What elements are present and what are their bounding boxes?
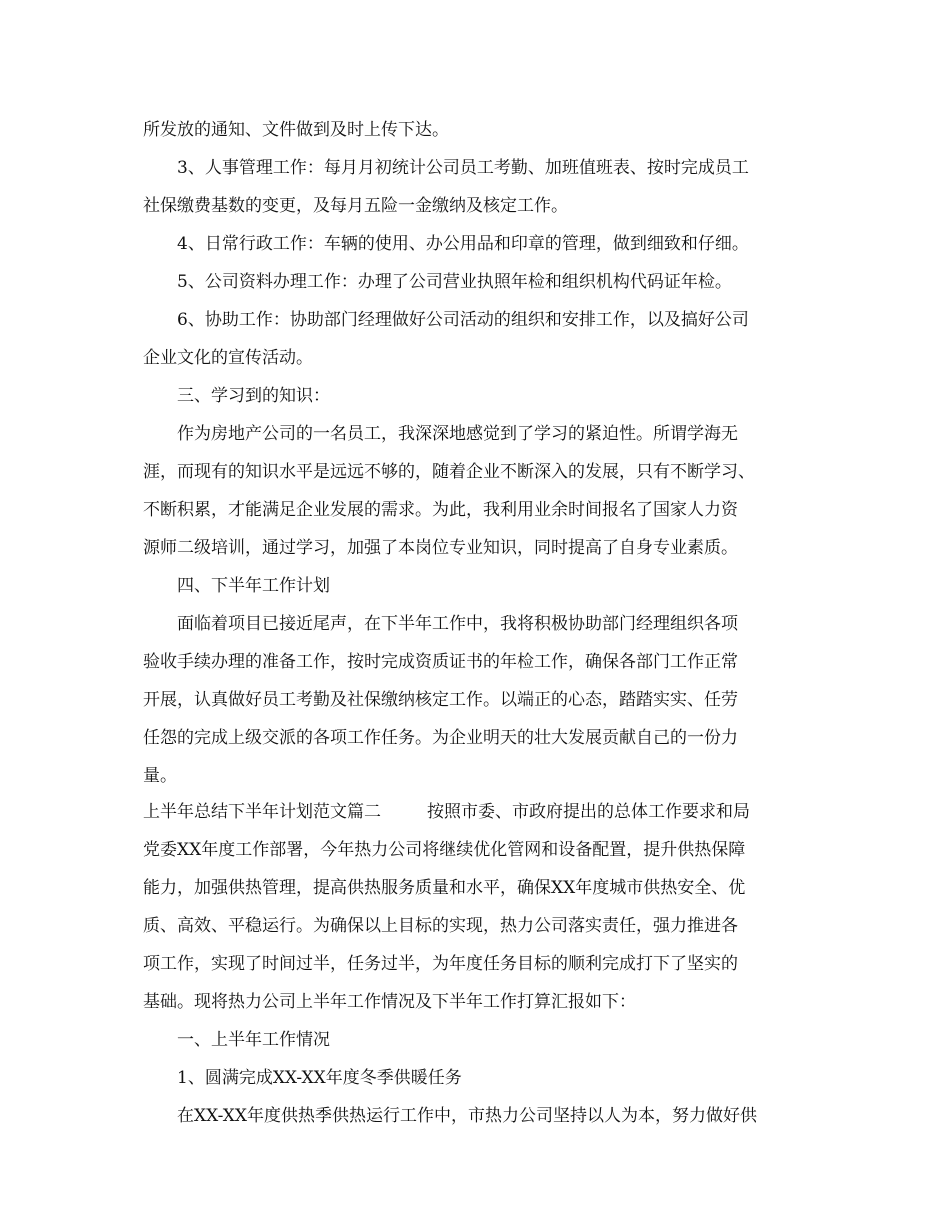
paragraph-line: 源师二级培训，通过学习，加强了本岗位专业知识，同时提高了自身专业素质。 — [143, 538, 738, 558]
article-title: 上半年总结下半年计划范文篇二 — [143, 802, 381, 822]
section-heading-plan: 四、下半年工作计划 — [177, 576, 330, 596]
paragraph-line: 任怨的完成上级交派的各项工作任务。为企业明天的壮大发展贡献自己的一份力 — [143, 728, 738, 748]
list-item-company-documents: 5、公司资料办理工作：办理了公司营业执照年检和组织机构代码证年检。 — [177, 272, 732, 292]
body-text-line: 社保缴费基数的变更，及每月五险一金缴纳及核定工作。 — [143, 196, 568, 216]
paragraph-line: 面临着项目已接近尾声，在下半年工作中，我将积极协助部门经理组织各项 — [177, 614, 738, 634]
paragraph-line: 项工作，实现了时间过半，任务过半，为年度任务目标的顺利完成打下了坚实的 — [143, 954, 738, 974]
paragraph-line: 基础。现将热力公司上半年工作情况及下半年工作打算汇报如下： — [143, 992, 636, 1012]
subsection-heading: 1、圆满完成XX-XX年度冬季供暖任务 — [177, 1068, 462, 1088]
paragraph-line: 量。 — [143, 766, 177, 786]
article-title-line — [143, 800, 750, 824]
list-item-daily-admin: 4、日常行政工作：车辆的使用、办公用品和印章的管理，做到细致和仔细。 — [177, 234, 749, 254]
body-text-line: 企业文化的宣传活动。 — [143, 348, 313, 368]
section-heading-first-half: 一、上半年工作情况 — [177, 1030, 330, 1050]
paragraph-line: 验收手续办理的准备工作，按时完成资质证书的年检工作，确保各部门工作正常 — [143, 652, 738, 672]
paragraph-line: 作为房地产公司的一名员工，我深深地感觉到了学习的紧迫性。所谓学海无 — [177, 424, 738, 444]
paragraph-line: 能力，加强供热管理，提高供热服务质量和水平，确保XX年度城市供热安全、优 — [143, 878, 746, 898]
paragraph-line: 党委XX年度工作部署，今年热力公司将继续优化管网和设备配置，提升供热保障 — [143, 840, 746, 860]
paragraph-line: 开展，认真做好员工考勤及社保缴纳核定工作。以端正的心态，踏踏实实、任劳 — [143, 690, 738, 710]
list-item-assistance: 6、协助工作：协助部门经理做好公司活动的组织和安排工作，以及搞好公司 — [177, 310, 749, 330]
paragraph-start: 按照市委、市政府提出的总体工作要求和局 — [427, 802, 750, 822]
paragraph-line: 质、高效、平稳运行。为确保以上目标的实现，热力公司落实责任，强力推进各 — [143, 916, 738, 936]
paragraph-line: 在XX-XX年度供热季供热运行工作中，市热力公司坚持以人为本，努力做好供 — [177, 1106, 757, 1126]
list-item-hr-management: 3、人事管理工作：每月月初统计公司员工考勤、加班值班表、按时完成员工 — [177, 158, 749, 178]
paragraph-line: 涯，而现有的知识水平是远远不够的，随着企业不断深入的发展，只有不断学习、 — [143, 462, 755, 482]
body-text-line: 所发放的通知、文件做到及时上传下达。 — [143, 120, 449, 140]
paragraph-line: 不断积累，才能满足企业发展的需求。为此，我利用业余时间报名了国家人力资 — [143, 500, 738, 520]
section-heading-knowledge: 三、学习到的知识： — [177, 386, 330, 406]
